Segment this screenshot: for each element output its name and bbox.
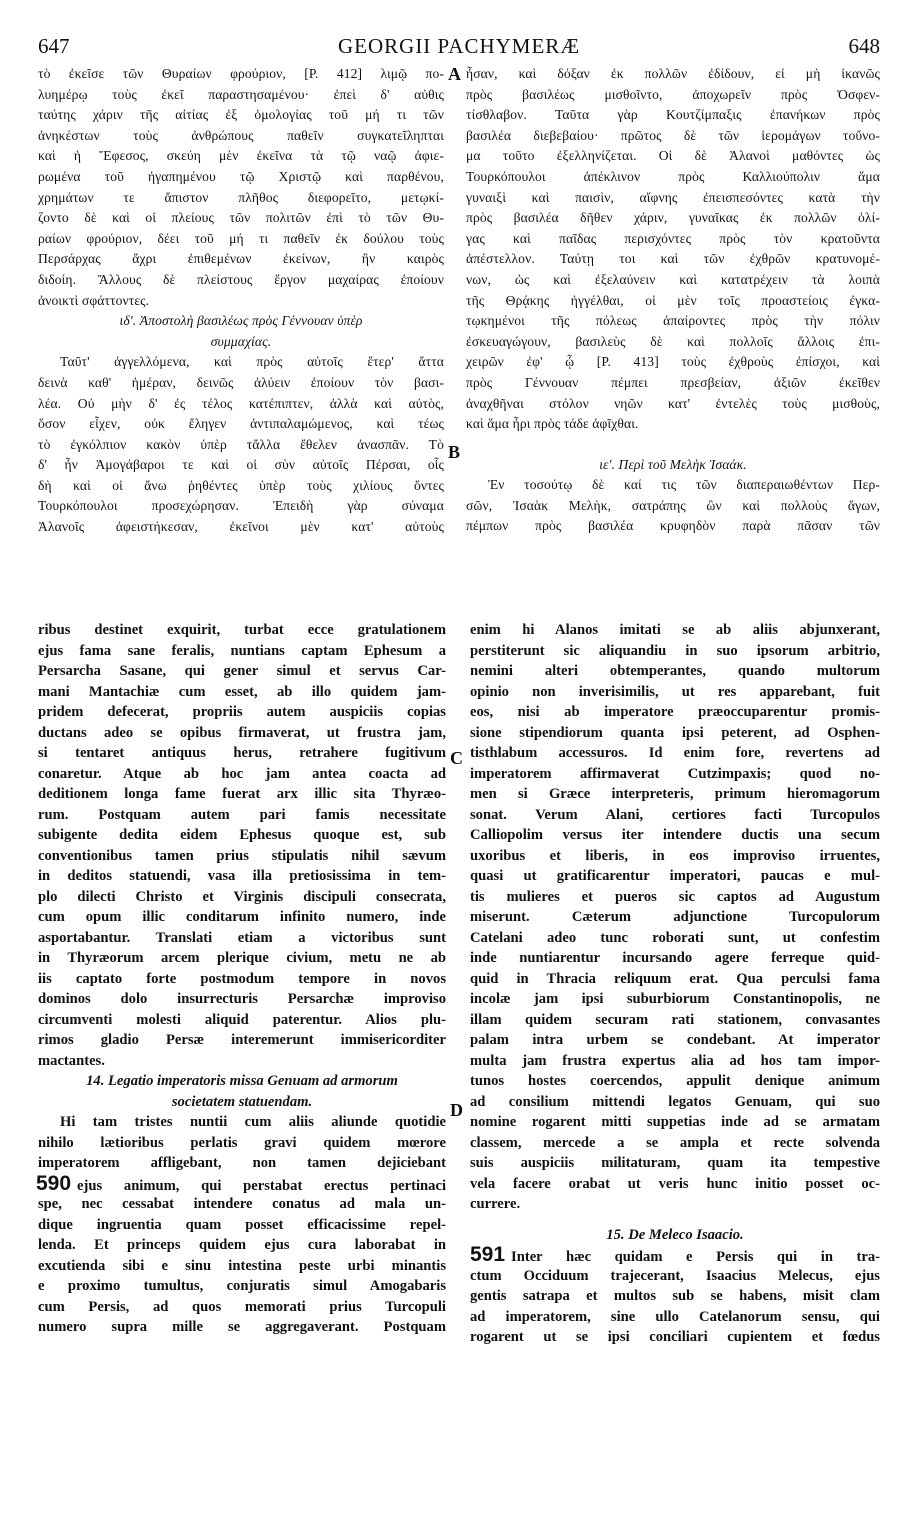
- latin-line-text: ejus animum, qui perstabat erectus pertinaci: [77, 1177, 446, 1194]
- latin-line: ejus fama sane feralis, nuntians captam Ephesum a: [38, 642, 446, 659]
- latin-line: spe, nec cessabat intendere conatus ad mala un-: [38, 1196, 446, 1212]
- folio-number: 590: [36, 1173, 72, 1194]
- greek-line: τῆς Θρᾴκης ἠγγέλθαι, οἱ μὲν τοῖς προαστείοις ἐγκα-: [466, 292, 880, 308]
- greek-line: ἐσκευαγώγουν, βασιλεὺς δὲ καὶ πολλοῖς ἄλλοις ἐπι-: [466, 333, 880, 349]
- latin-line: circumventi molesti aliquid paterentur. Alios plu-: [38, 1011, 446, 1028]
- latin-line: sione stipendiorum quanta ipsi peterent, ad Osphen-: [470, 724, 880, 741]
- latin-line: multa jam frustra expertus alia ad hos tam impor-: [470, 1052, 880, 1069]
- greek-column-left: [38, 64, 444, 538]
- latin-line: Catelani adeo tunc roborati sunt, ut confestim: [470, 929, 880, 946]
- greek-line: δὴ καὶ οἱ ἄνω ῥηθέντες ὑπὲρ τοὺς χιλίους ὄντες: [38, 477, 444, 493]
- folio-number: 591: [470, 1245, 506, 1266]
- greek-line: τὸ ἐκεῖσε τῶν Θυραίων φρούριον, [P. 412] λιμῷ πο-: [38, 66, 444, 81]
- section-heading: societatem statuendam.: [171, 1093, 313, 1110]
- latin-line: numero supra mille se aggregaverant. Postquam: [38, 1319, 446, 1335]
- latin-line: imperatorem affirmaverat Cutzimpaxis; quod no-: [470, 765, 880, 782]
- latin-line: plo dilecti Christo et Virginis discipuli consecrata,: [38, 888, 446, 905]
- margin-marker-c: C: [450, 748, 463, 768]
- latin-line: pridem defecerat, propriis autem auspiciis copias: [38, 704, 446, 720]
- latin-line: rimos gladio Persæ interemerunt immisericorditer: [38, 1032, 446, 1048]
- latin-line: in deditos statuendi, vasa illa pretiosissima in tem-: [38, 868, 446, 884]
- latin-line: ribus destinet exquirit, turbat ecce gratulationem: [38, 622, 446, 638]
- section-heading: ιδ'. Ἀποστολὴ βασιλέως πρὸς Γέννουαν ὑπὲρ: [119, 313, 363, 329]
- latin-line: ad imperatorem, sine ullo Catelanorum sensu, qui: [470, 1308, 880, 1325]
- greek-column-right: [466, 64, 880, 537]
- greek-line: πρὸς βασιλέα δῆθεν χάριν, γυναῖκας ἐκ πολλῶν ὀλί-: [466, 210, 880, 226]
- greek-line: νων, ὡς καὶ ἐξελαύνειν καὶ κατατρέχειν τὰ λοιπὰ: [466, 271, 880, 287]
- greek-line: ὅσον εἶχεν, οὐκ ἔληγεν ἀντιπαλαμώμενος, καὶ τέως: [38, 416, 444, 432]
- greek-line: γυναιξὶ καὶ παισὶν, αἴφνης ἐπεισπεσόντες κατὰ τὴν: [466, 189, 880, 205]
- greek-line: δ' ἦν Ἀμογάβαροι τε καὶ οἱ σὺν αὐτοῖς Πέρσαι, οἷς: [38, 457, 444, 473]
- latin-line: enim hi Alanos imitati se ab aliis abjunxerant,: [470, 622, 880, 638]
- latin-line: subigente dedita eidem Ephesus quoque est, sub: [38, 827, 446, 843]
- latin-line: dominos dolo insurrecturis Persarchæ improviso: [38, 991, 446, 1007]
- latin-line: tunos hostes coercendos, appulit denique animum: [470, 1073, 880, 1089]
- latin-line: gentis satrapa et multos sub se habens, misit clam: [470, 1288, 880, 1304]
- latin-line: men si Græce interpreteris, primum hieromagorum: [470, 786, 880, 802]
- latin-line: conaretur. Atque ab hoc jam antea coacta ad: [38, 765, 446, 782]
- latin-line: in Thyræorum arcem plerique civium, metu ne ab: [38, 950, 446, 966]
- greek-line: μα τοῦτο ἐξελληνίζεται. Οἱ δὲ Ἀλανοὶ μαθόντες ὡς: [466, 148, 880, 164]
- page-number-left: 647: [38, 34, 70, 58]
- margin-marker-a: A: [448, 64, 461, 84]
- latin-line: mactantes.: [38, 1052, 105, 1069]
- greek-line: ἦσαν, καὶ δόξαν ἐκ πολλῶν ἐδίδουν, εἰ μὴ ἱκανῶς: [466, 66, 880, 81]
- latin-line: ad consilium mittendi legatos Genuam, qui suo: [470, 1093, 880, 1110]
- latin-line: iis captato forte postmodum tempore in novos: [38, 970, 446, 987]
- latin-line: inde nuntiarentur incursando agere ferreque quid-: [470, 950, 880, 966]
- greek-line: ἀπέστελλον. Ταύτῃ τοι καὶ τῶν ἐχθρῶν κρατυνομέ-: [466, 251, 880, 267]
- section-heading: ιε'. Περὶ τοῦ Μελὴκ Ἰσαάκ.: [599, 456, 747, 472]
- margin-marker-b: B: [448, 442, 461, 462]
- latin-line: incolæ jam ipsi suburbiorum Constantinopolis, ne: [470, 991, 880, 1007]
- greek-line: δεινὰ καθ' ἡμέραν, δεινῶς ἀλύειν ἐποίουν τὸν βασι-: [38, 374, 444, 390]
- latin-line: mani Mantachiæ cum esset, ab illo quidem jam-: [38, 683, 446, 700]
- latin-line: rogarent ut se ipsi conciliari cupientem et fœdus: [470, 1329, 880, 1345]
- latin-line: quid in Thracia reliquum erat. Qua perculsi fama: [470, 970, 880, 987]
- greek-line: χρημάτων τε ἄπιστον πλῆθος διεφορεῖτο, μετῳκί-: [38, 189, 444, 205]
- latin-line: si tentaret antiquus herus, retrahere fugitivum: [38, 745, 446, 761]
- latin-line: [36, 1174, 446, 1195]
- latin-line: classem, mercede a se ampla et recte solvenda: [470, 1134, 880, 1151]
- page-header: [38, 34, 880, 58]
- greek-line: πρὸς Γέννουαν πέμπει πρεσβείαν, ἀξιῶν ἐκεῖθεν: [466, 374, 880, 390]
- greek-line: ραίων φρούριον, δέει τοῦ μή τι παθεῖν ἐκ δούλου τοὺς: [38, 230, 444, 246]
- latin-column-left: [38, 620, 446, 1338]
- greek-line: βασιλέα διεβεβαίου· πρῶτος δὲ τῶν ἱερομάγων τοὔνο-: [466, 127, 880, 143]
- greek-line: ταύτης χάριν τῆς αἰτίας ἐξ ὁμολογίας τοῦ μή τι τῶν: [38, 107, 444, 123]
- latin-line: vela facere orabat ut veris hunc initio posset oc-: [470, 1175, 880, 1192]
- latin-line: nomine rogarent mitti suppetias inde ad se armatam: [470, 1114, 880, 1130]
- greek-line: διδοίη. Ἄλλους δὲ πλείστους ἔργον μαχαίρας ἐποίουν: [38, 271, 444, 287]
- latin-line: dique ingruentia quam posset efficacissime repel-: [38, 1216, 446, 1233]
- latin-line: Hi tam tristes nuntii cum aliis aliunde quotidie: [60, 1114, 446, 1130]
- greek-line: χειρῶν ἐφ' ᾧ [P. 413] τοὺς ἐχθροὺς ἐπίσχοι, καὶ: [466, 354, 880, 370]
- latin-line: asportabantur. Translati etiam a victoribus sunt: [38, 929, 446, 946]
- section-heading: 14. Legatio imperatoris missa Genuam ad armorum: [86, 1073, 398, 1089]
- spacer: [466, 435, 880, 455]
- greek-line: ἀνηκέστων τοὺς ἀνθρώπους παθεῖν συγκατεῖληπται: [38, 127, 444, 143]
- latin-line: imperatorem affligebant, non tamen dejiciebant: [38, 1155, 446, 1171]
- greek-line: πέμπων πρὸς βασιλέα κρυφηδὸν παρὰ πᾶσαν τῶν: [466, 518, 880, 534]
- running-title: GEORGII PACHYMERÆ: [337, 34, 580, 58]
- latin-line: [470, 1245, 880, 1266]
- latin-line: cum Persis, ad quos memorati prius Turcopuli: [38, 1298, 446, 1315]
- greek-line: λέα. Οὐ μὴν δ' ἐς τέλος κατέπιπτεν, ἀλλὰ καὶ αὐτὸς,: [38, 395, 444, 411]
- latin-line: sonat. Verum Alani, certiores facti Turcopulos: [470, 806, 880, 823]
- latin-line: perstiterunt sic aliquandiu in suo ipsorum arbitrio,: [470, 642, 880, 659]
- latin-line: eos, nisi ab imperatore præoccuparentur promis-: [470, 704, 880, 720]
- page-number-right: 648: [848, 34, 880, 58]
- latin-line: nemini alteri obtemperantes, quando multorum: [470, 663, 880, 679]
- greek-line: σῶν, Ἰσαὰκ Μελὴκ, σατράπης ὢν καὶ πολλοὺς ἄγων,: [466, 497, 880, 513]
- latin-line: conventionibus tamen prius stipulatis nihil sævum: [38, 847, 446, 864]
- greek-line: τῳκημένοι τῆς πόλεως ἀπαίροντες πρὸς τὴν πόλιν: [466, 313, 880, 329]
- greek-line: ζοντο δὲ καὶ οἱ πλείους τῶν πολιτῶν ἐπὶ τὸ τῶν Θυ-: [38, 210, 444, 226]
- latin-line: cum opum illic conditarum infinito numero, inde: [38, 909, 446, 925]
- greek-line: Ταῦτ' ἀγγελλόμενα, καὶ πρὸς αὐτοῖς ἕτερ' ἄττα: [60, 354, 444, 370]
- greek-line: πρὸς βασιλέως μισθοῖντο, ἀποχωρεῖν πρὸς Ὀσφεν-: [466, 86, 880, 102]
- latin-line: Persarcha Sasane, qui gener simul et servus Car-: [38, 663, 446, 679]
- greek-line: Τουρκόπουλοι προσεχώρησαν. Ἐπειδὴ γὰρ σύναμα: [38, 498, 444, 514]
- latin-line: tis mulieres et pueros sic captos ad Augustum: [470, 888, 880, 905]
- latin-line: excutienda sibi e sinu intestina peste urbi minantis: [38, 1257, 446, 1274]
- greek-line: τὸ ἐγκόλπιον κακὸν ὑπὲρ τἄλλα ἔθελεν ἀνασπᾶν. Τὸ: [38, 436, 444, 452]
- latin-line: uxoribus et liberis, in eos improviso irruentes,: [470, 847, 880, 864]
- latin-column-right: [470, 620, 880, 1348]
- latin-line: illam quidem securam rati stationem, convasantes: [470, 1011, 880, 1028]
- section-heading: συμμαχίας.: [210, 333, 272, 349]
- greek-line: ἀναχθῆναι στόλον νηῶν κατ' ἐντελὲς τοὺς μισθοὺς,: [466, 395, 880, 411]
- greek-line: ρωμένα τοῦ ἠγαπημένου τῷ Χριστῷ καὶ παρθένου,: [38, 168, 444, 184]
- latin-line: palam intra urbem se condebant. At imperator: [470, 1032, 880, 1048]
- latin-line: rum. Postquam autem pari famis necessitate: [38, 806, 446, 823]
- greek-line: καὶ ἡ Ἔφεσος, σκεύη μὲν ἐκεῖνα τὰ τῷ ναῷ ἀφιε-: [38, 148, 444, 164]
- greek-line: Ἀλανοῖς ἀφειστήκεσαν, ἐκεῖνοι μὲν κατ' αὐτοὺς: [38, 519, 444, 535]
- greek-line: Τουρκόπουλοι ἀπέκλινον πρὸς Καλλιούπολιν ἅμα: [466, 168, 880, 184]
- latin-line: miserunt. Cæterum adjunctione Turcopulorum: [470, 909, 880, 925]
- latin-line: currere.: [470, 1196, 521, 1212]
- latin-line: opinio non inverisimilis, ut res apparebant, fuit: [470, 683, 880, 700]
- latin-line: ctum Occiduum trajecerant, Isaacius Melecus, ejus: [470, 1267, 880, 1284]
- latin-line: nihilo lætioribus perlatis gravi quidem mœrore: [38, 1134, 446, 1151]
- section-heading: 15. De Meleco Isaacio.: [606, 1226, 744, 1243]
- latin-line: ductans adeo se opibus firmaverat, ut frustra jam,: [38, 724, 446, 741]
- greek-line: τίσθλαβον. Ταῦτα γὰρ Κουτζίμπαξις ἐπανήκων πρὸς: [466, 107, 880, 123]
- latin-line: suis auspiciis militaturam, quam ita tempestive: [470, 1155, 880, 1171]
- greek-line: γας καὶ παῖδας περισχόντες πρὸς τὸν κρατοῦντα: [466, 230, 880, 246]
- latin-line-text: Inter hæc quidam e Persis qui in tra-: [511, 1249, 880, 1265]
- latin-line: lenda. Et princeps quidem ejus cura laborabat in: [38, 1237, 446, 1253]
- spacer: [470, 1215, 880, 1225]
- latin-line: tisthlabum accessuros. Id enim fore, revertens ad: [470, 745, 880, 761]
- margin-marker-d: D: [450, 1100, 463, 1120]
- latin-line: deditionem longa fame fuerat arx illic sita Thyræo-: [38, 786, 446, 802]
- greek-line: ἀνοικτὶ σφάττοντες.: [38, 292, 150, 308]
- greek-line: λυημέρῳ τοὺς ἐκεῖ παραστησαμένου· ἐπεὶ δ' αὐθις: [38, 86, 444, 102]
- latin-line: Calliopolim versus iter intendere ductis una secum: [470, 827, 880, 843]
- latin-line: e proximo tumultus, conjuratis simul Amogabaris: [38, 1278, 446, 1294]
- greek-line: καὶ ἅμα ἦρι πρὸς τάδε ἀφῖχθαι.: [466, 416, 639, 432]
- greek-line: Ἐν τοσούτῳ δὲ καί τις τῶν διαπεραιωθέντων Περ-: [488, 477, 880, 493]
- greek-line: Περσάρχας ἄχρι ἐπιθεμένων ἐκείνων, ἣν καιρὸς: [38, 251, 444, 267]
- latin-line: quasi ut gratificarentur imperatori, paucas e mul-: [470, 868, 880, 884]
